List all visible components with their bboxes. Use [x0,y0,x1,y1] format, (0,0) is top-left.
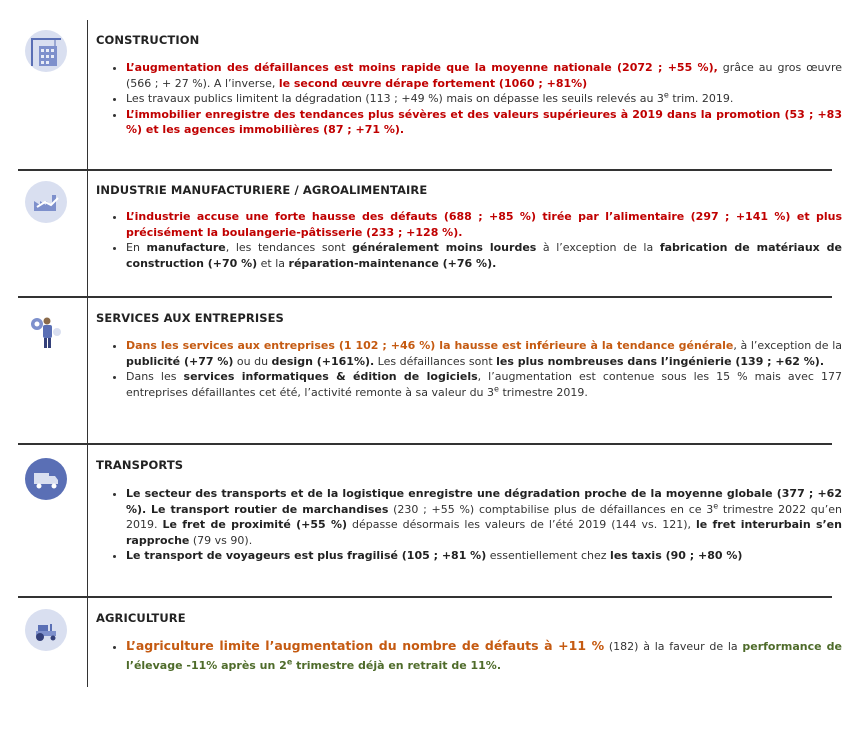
bullet-text: trimestre déjà en retrait de 11%. [292,659,501,672]
bullet-list [108,209,842,271]
bullet-text: L’agriculture limite l’augmentation du nombre de défauts à +11 % [126,638,605,653]
bullet-text: essentiellement chez [486,549,611,562]
vertical-divider [87,20,88,687]
bullet-text: Les défaillances sont [374,354,497,368]
bullet-text: Le transport routier de marchandises [150,502,389,516]
section-title: TRANSPORTS [96,458,184,472]
bullet-text: e [713,500,719,510]
bullet-text: En [126,241,147,254]
bullet-text: les taxis (90 ; +80 %) [610,549,743,562]
bullet-text: L’immobilier enregistre des tendances plus sévères et des valeurs supérieures à 2019 dans la promotion (53 ; +83 %) et les agences immobilières (87 ; +71 %). [126,107,842,136]
section-divider [18,443,832,445]
bullet-text: L’augmentation des défaillances est moins rapide que la moyenne nationale (2072 ; +55 %), [126,61,718,74]
bullet-text: L’industrie accuse une forte hausse des défauts (688 ; +85 %) tirée par l’alimentaire (297 ; +141 %) et plus précisément la boulangerie-pâtisserie (233 ; +128 %). [126,210,842,239]
bullet-item [126,240,842,271]
bullet-text: Le fret de proximité (+55 %) [162,518,347,531]
bullet-text: (230 ; +55 %) comptabilise plus de défaillances en ce 3 [388,502,714,516]
section-title: AGRICULTURE [96,611,186,625]
bullet-text: manufacture [146,241,226,254]
bullet-text: réparation-maintenance (+76 %). [288,256,497,270]
section-title: INDUSTRIE MANUFACTURIERE / AGROALIMENTAIRE [96,183,428,197]
industry-factory-icon [25,181,67,223]
bullet-text: dépasse désormais les valeurs de l’été 2019 (144 vs. 121), [347,518,696,531]
bullet-text: généralement moins lourdes [352,241,537,254]
bullet-text: Le transport de voyageurs est plus fragilisé (105 ; +81 %) [126,549,487,562]
bullet-text: (79 vs 90). [189,533,253,547]
bullet-item [126,338,842,369]
bullet-text: le fret interurbain s’en rapproche [126,518,842,547]
bullet-list [108,60,842,138]
bullet-text: performance de l’élevage -11% après un 2 [126,640,843,672]
bullet-text: Dans les services aux entreprises (1 102 ; +46 %) la hausse est inférieure à la tendance générale [126,339,734,352]
section-title: SERVICES AUX ENTREPRISES [96,311,284,325]
section-title: CONSTRUCTION [96,33,200,47]
bullet-item [126,486,842,548]
tractor-icon [25,609,67,651]
bullet-text: les plus nombreuses dans l’ingénierie (139 ; +62 %). [496,354,824,368]
bullet-text: trim. 2019. [668,92,734,105]
bullet-text: le second œuvre dérape fortement (1060 ; +81%) [278,76,588,90]
bullet-text: services informatiques & édition de logiciels [183,370,478,383]
bullet-item [126,636,842,675]
bullet-text: grâce au gros œuvre (566 ; + 27 %). A l’inverse, [126,61,842,90]
bullet-text: e [494,383,499,393]
bullet-text: Les travaux publics limitent la dégradation (113 ; +49 %) mais on dépasse les seuils relevés au 3 [126,92,664,105]
bullet-text: à l’exception de la [536,241,660,254]
bullet-text: fabrication de matériaux de construction (+70 %) [126,241,842,270]
construction-building-crane-icon [25,30,67,72]
bullet-text: Le secteur des transports et de la logistique enregistre une dégradation proche de la moyenne globale (377 ; +62 %). [126,487,842,516]
bullet-item [126,369,842,400]
section-divider [18,169,832,171]
business-services-person-icon [25,310,67,352]
bullet-text: trimestre 2019. [498,385,588,399]
bullet-text: trimestre 2022 qu’en 2019. [126,502,842,531]
bullet-text: Dans les [126,370,184,383]
bullet-text: publicité (+77 %) [126,354,234,368]
bullet-text: e [286,657,293,667]
bullet-text: , à l’exception de la [733,339,842,352]
bullet-item [126,91,842,107]
bullet-text: , l’augmentation est contenue sous les 15 % mais avec 177 entreprises défaillantes cet été, l’activité remonte à sa valeur du 3 [126,370,842,399]
bullet-list [108,486,842,564]
bullet-text: (182) à la faveur de la [604,640,743,653]
bullet-list [108,636,842,675]
bullet-text: , les tendances sont [225,241,353,254]
bullet-item [126,548,842,564]
truck-icon [25,458,67,500]
bullet-list [108,338,842,400]
bullet-item [126,209,842,240]
bullet-text: design (+161%). [271,354,375,368]
section-divider [18,296,832,298]
bullet-item [126,60,842,91]
section-divider [18,596,832,598]
bullet-text: ou du [233,354,272,368]
bullet-text: et la [257,256,289,270]
bullet-text: e [663,90,669,100]
bullet-item [126,107,842,138]
